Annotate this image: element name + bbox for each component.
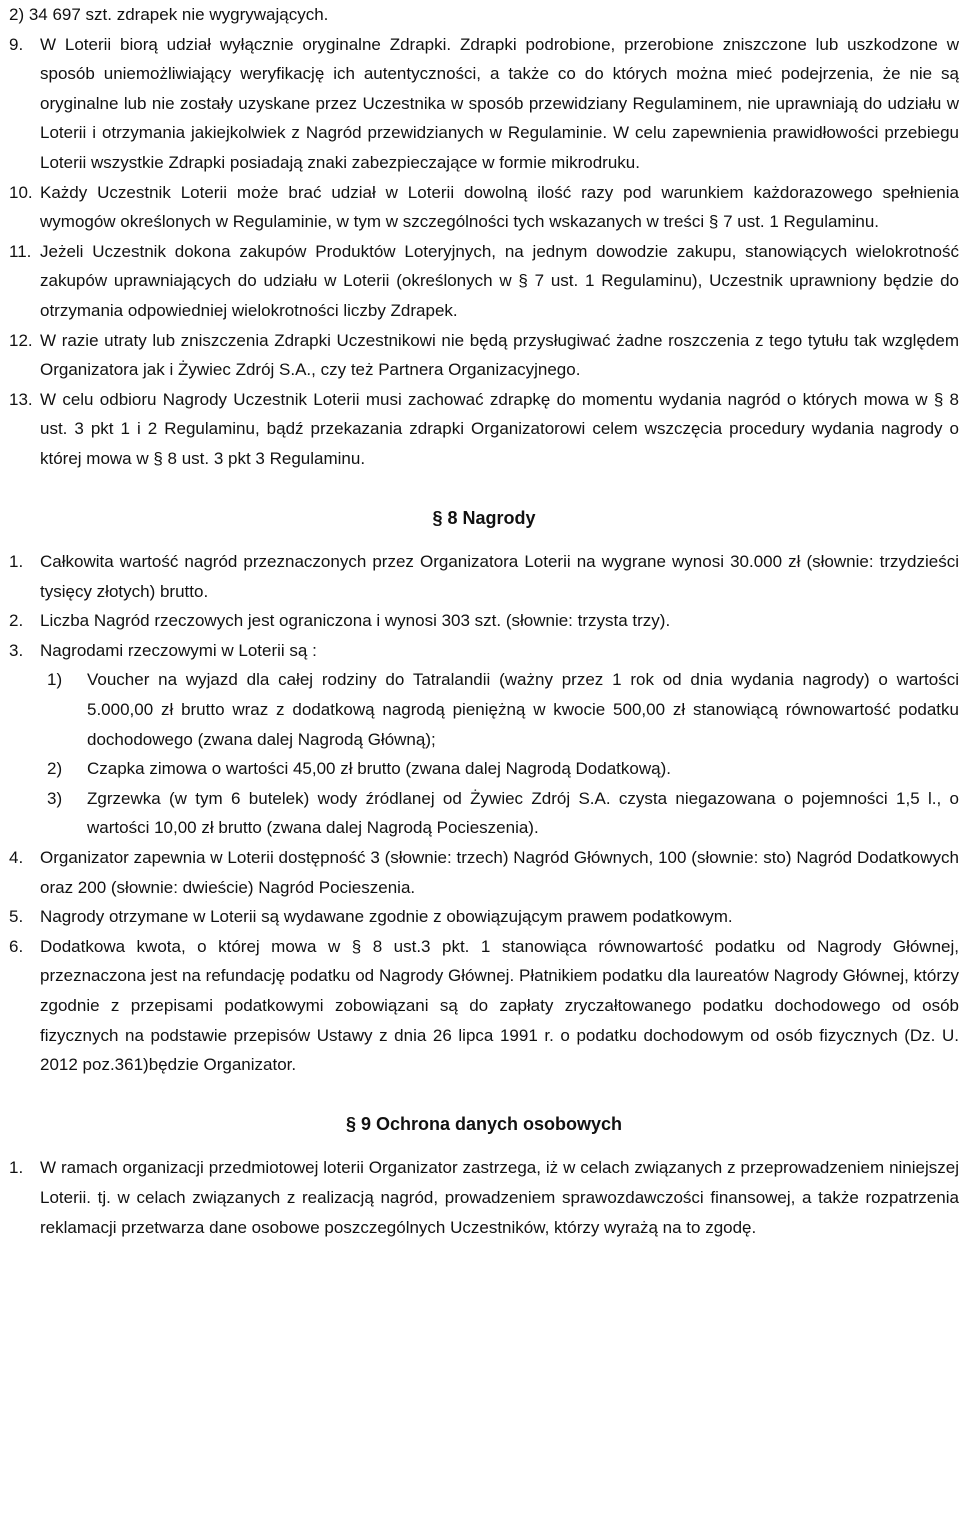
item-number: 10. xyxy=(9,182,33,202)
sub-item-text: Zgrzewka (w tym 6 butelek) wody źródlanej od Żywiec Zdrój S.A. czysta niegazowana o pojemności 1,5 l., o wartości 10,00 zł brutto (zwana dalej Nagrodą Pocieszenia). xyxy=(87,788,959,838)
sub-item-text: Czapka zimowa o wartości 45,00 zł brutto (zwana dalej Nagrodą Dodatkową). xyxy=(87,759,671,779)
item-text: W Loterii biorą udział wyłącznie oryginalne Zdrapki. Zdrapki podrobione, przerobione zniszczone lub uszkodzone w sposób uniemożliwiający weryfikację ich autentyczności, a także co do których można mieć podejrzenia, że nie są oryginalne lub nie zostały uzyskane przez Uczestnika w sposób przewidziany Regulaminem, nie uprawniają do udziału w Loterii i otrzymania jakiejkolwiek z Nagród przewidzianych w Regulaminie. W celu zapewnienia prawidłowości przebiegu Loterii wszystkie Zdrapki posiadają znaki zabezpieczające w formie mikrodruku. xyxy=(40,34,959,172)
sub-item-number: 3) xyxy=(47,788,63,808)
item-number: 1. xyxy=(9,552,24,572)
item-text: Nagrody otrzymane w Loterii są wydawane zgodnie z obowiązującym prawem podatkowym. xyxy=(40,907,733,927)
list-item xyxy=(9,385,959,474)
item-text: W razie utraty lub zniszczenia Zdrapki Uczestnikowi nie będą przysługiwać żadne roszczenia z tego tytułu tak względem Organizatora jak i Żywiec Zdrój S.A., czy też Partnera Organizacyjnego. xyxy=(40,330,959,380)
item-text: Każdy Uczestnik Loterii może brać udział w Loterii dowolną ilość razy pod warunkiem każdorazowego spełnienia wymogów określonych w Regulaminie, w tym w szczególności tych wskazanych w treści § 7 ust. 1 Regulaminu. xyxy=(40,182,959,232)
section-heading: § 9 Ochrona danych osobowych xyxy=(345,1113,623,1134)
item-text: W ramach organizacji przedmiotowej loterii Organizator zastrzega, iż w celach związanych z przeprowadzeniem niniejszej Loterii. tj. w celach związanych z realizacją nagród, prowadzeniem sprawozdawczości finansowej, a także rozpatrzenia reklamacji przetwarza dane osobowe poszczególnych Uczestników, którzy wyrażą na to zgodę. xyxy=(40,1158,959,1237)
item-number: 11. xyxy=(9,241,32,261)
item-text: Liczba Nagród rzeczowych jest ograniczona i wynosi 303 szt. (słownie: trzysta trzy). xyxy=(40,611,671,631)
list-item xyxy=(9,606,959,636)
item-text: W celu odbioru Nagrody Uczestnik Loterii musi zachować zdrapkę do momentu wydania nagród o których mowa w § 8 ust. 3 pkt 1 i 2 Regulaminu, bądź przekazania zdrapki Organizatorowi celem wszczęcia procedury wydania nagrody o której mowa w § 8 ust. 3 pkt 3 Regulaminu. xyxy=(40,389,959,468)
item-text: Organizator zapewnia w Loterii dostępność 3 (słownie: trzech) Nagród Głównych, 100 (słownie: sto) Nagród Dodatkowych oraz 200 (słownie: dwieście) Nagród Pocieszenia. xyxy=(40,848,959,897)
list-item xyxy=(9,178,959,237)
document-page xyxy=(9,0,959,1242)
item-number: 5. xyxy=(9,907,24,927)
sub-list-item xyxy=(9,754,959,784)
list-item xyxy=(9,30,959,178)
list-item xyxy=(9,1153,959,1242)
list-item xyxy=(9,547,959,606)
spacer xyxy=(9,533,959,547)
list-item xyxy=(9,237,959,326)
item-number: 9. xyxy=(9,34,24,54)
sub-item-text: Voucher na wyjazd dla całej rodziny do Tatralandii (ważny przez 1 rok od dnia wydania nagrody) o wartości 5.000,00 zł brutto wraz z dodatkową nagrodą pieniężną w kwocie 500,00 zł stanowiącą równowartość podatku dochodowego (zwana dalej Nagrodą Główną); xyxy=(87,670,959,749)
list-item xyxy=(9,932,959,1080)
line-text: 2) 34 697 szt. zdrapek nie wygrywających. xyxy=(9,5,329,24)
spacer xyxy=(9,1080,959,1110)
sub-list-item xyxy=(9,784,959,843)
item-number: 2. xyxy=(9,611,24,631)
list-item xyxy=(9,636,959,666)
item-text: Dodatkowa kwota, o której mowa w § 8 ust.3 pkt. 1 stanowiąca równowartość podatku od Nagrody Głównej, przeznaczona jest na refundację podatku od Nagrody Głównej. Płatnikiem podatku dla laureatów Nagrody Głównej, którzy zgodnie z przepisami podatkowymi zobowiązani są do zapłaty zryczałtowanego podatku dochodowego od osób fizycznych na podstawie przepisów Ustawy z dnia 26 lipca 1991 r. o podatku dochodowym od osób fizycznych (Dz. U. 2012 poz.361)będzie Organizator. xyxy=(40,936,959,1075)
item-number: 12. xyxy=(9,330,33,350)
item-number: 4. xyxy=(9,848,24,868)
item-text: Nagrodami rzeczowymi w Loterii są : xyxy=(40,640,317,660)
continued-list-line xyxy=(9,0,959,30)
list-item xyxy=(9,326,959,385)
section-heading: § 8 Nagrody xyxy=(432,507,536,528)
item-number: 13. xyxy=(9,389,33,409)
list-item xyxy=(9,902,959,932)
sub-item-number: 2) xyxy=(47,759,63,779)
item-number: 6. xyxy=(9,936,24,956)
spacer xyxy=(9,1139,959,1153)
spacer xyxy=(9,474,959,504)
item-text: Całkowita wartość nagród przeznaczonych przez Organizatora Loterii na wygrane wynosi 30.000 zł (słownie: trzydzieści tysięcy złotych) brutto. xyxy=(40,552,959,601)
item-number: 3. xyxy=(9,640,24,660)
item-text: Jeżeli Uczestnik dokona zakupów Produktów Loteryjnych, na jednym dowodzie zakupu, stanowiących wielokrotność zakupów uprawniających do udziału w Loterii (określonych w § 7 ust. 1 Regulaminu), Uczestnik uprawniony będzie do otrzymania odpowiedniej wielokrotności liczby Zdrapek. xyxy=(40,241,959,320)
item-number: 1. xyxy=(9,1158,24,1178)
sub-list-item xyxy=(9,665,959,754)
list-item xyxy=(9,843,959,902)
sub-item-number: 1) xyxy=(47,670,63,690)
